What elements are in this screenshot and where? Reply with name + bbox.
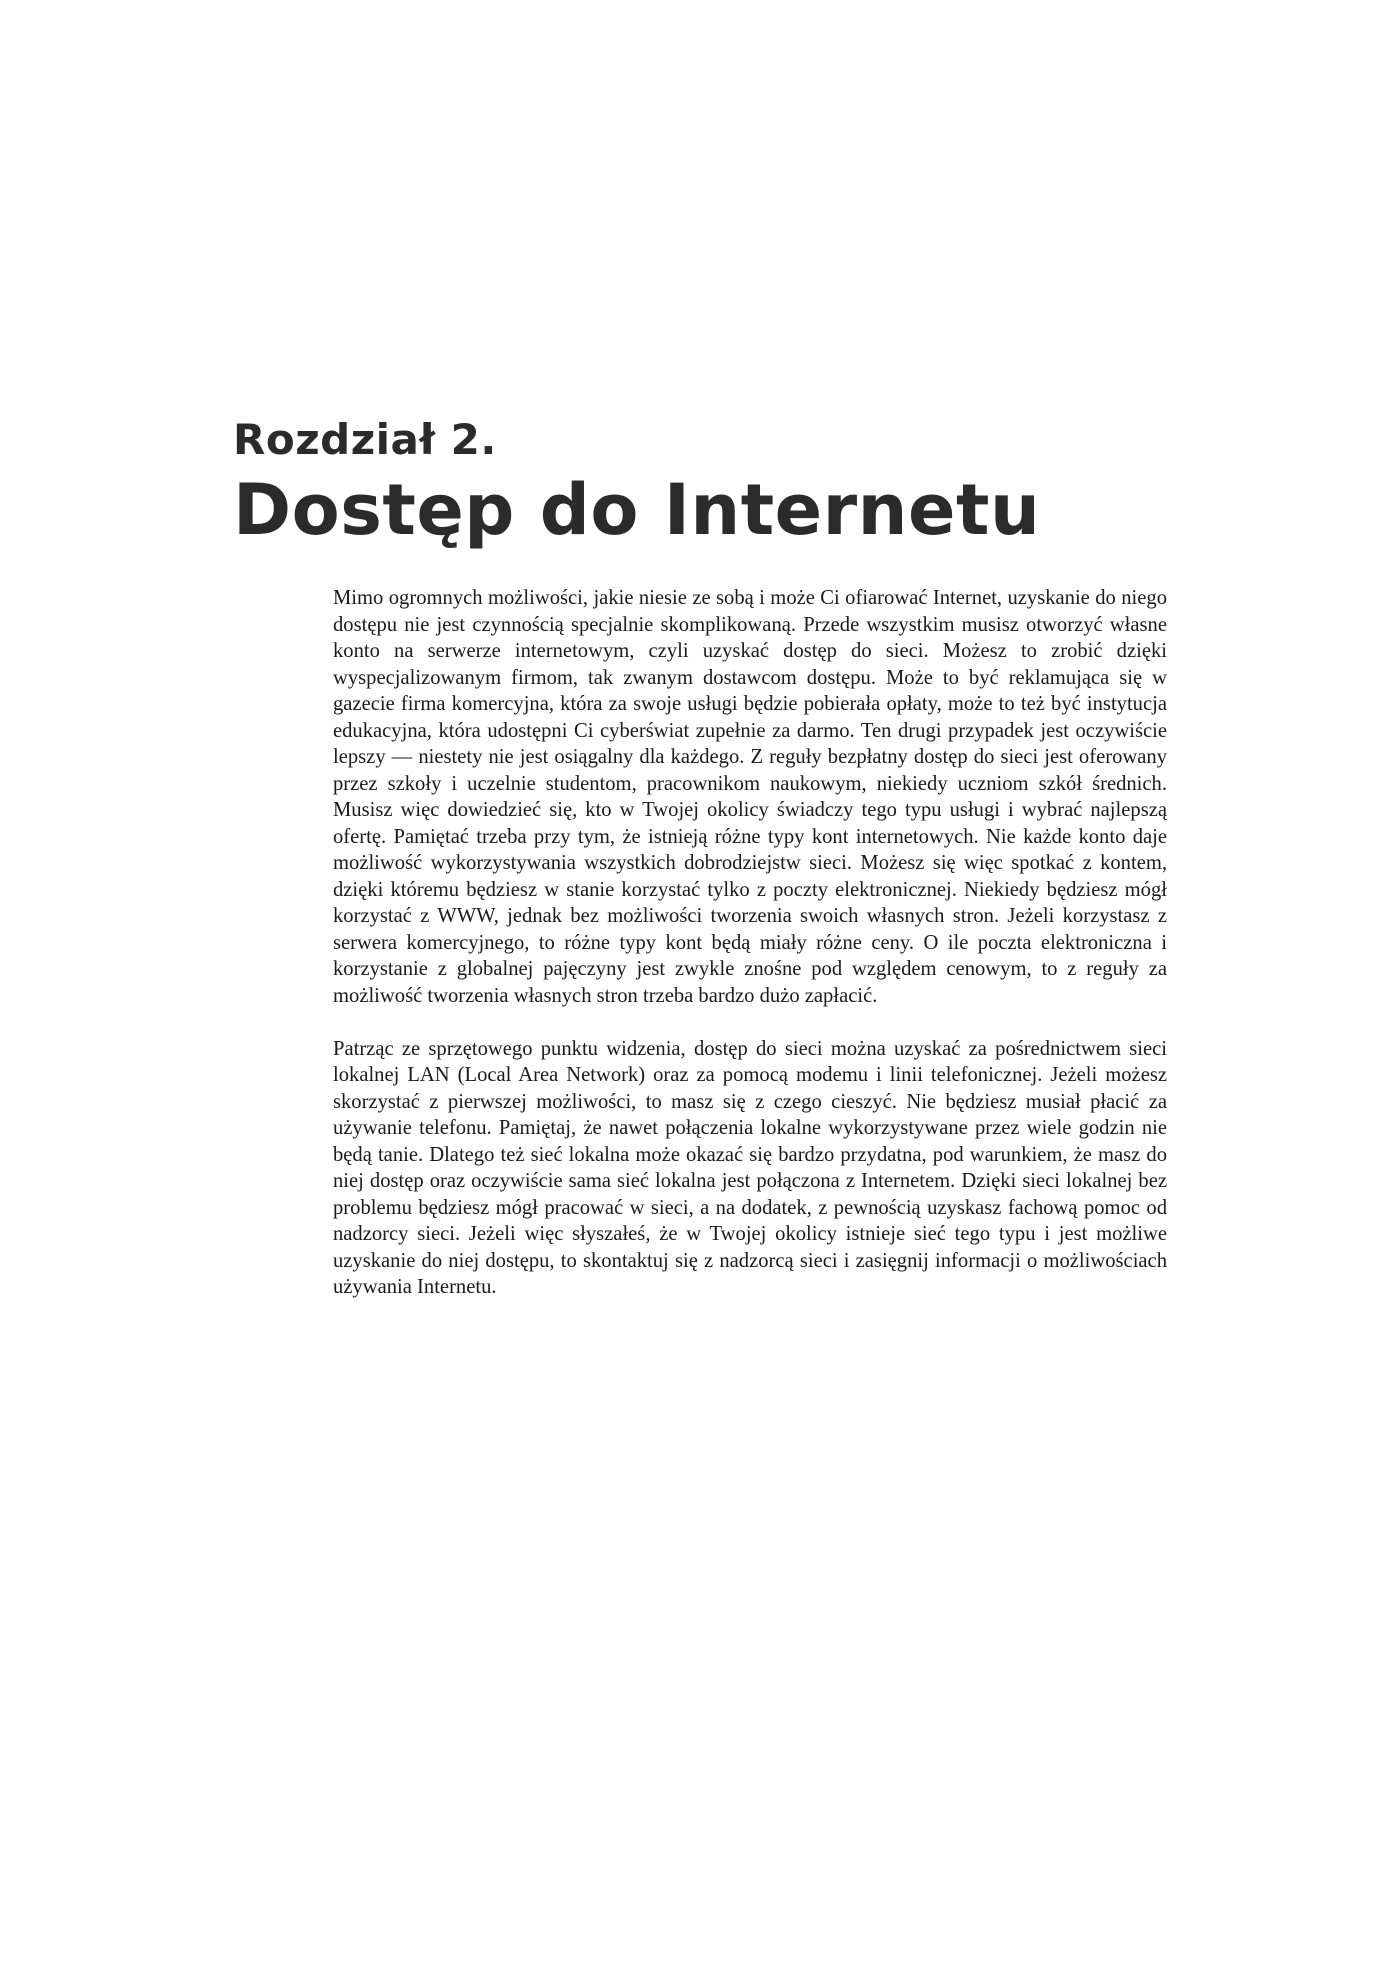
body-paragraph: Mimo ogromnych możliwości, jakie niesie ze sobą i może Ci ofiarować Internet, uzyskanie do niego dostępu nie jest czynnością specjalnie skomplikowaną. Przede wszystkim musisz otworzyć własne konto na serwerze internetowym, czyli uzyskać dostęp do sieci. Możesz to zrobić dzięki wyspecjalizowanym firmom, tak zwanym dostawcom dostępu. Może to być reklamująca się w gazecie firma komercyjna, która za swoje usługi będzie pobierała opłaty, może to też być instytucja edukacyjna, która udostępni Ci cyberświat zupełnie za darmo. Ten drugi przypadek jest oczywiście lepszy — niestety nie jest osiągalny dla każdego. Z reguły bezpłatny dostęp do sieci jest oferowany przez szkoły i uczelnie studentom, pracownikom naukowym, niekiedy uczniom szkół średnich. Musisz więc dowiedzieć się, kto w Twojej okolicy świadczy tego typu usługi i wybrać najlepszą ofertę. Pamiętać trzeba przy tym, że istnieją różne typy kont internetowych. Nie każde konto daje możliwość wykorzystywania wszystkich dobrodziejstw sieci. Możesz się więc spotkać z kontem, dzięki któremu będziesz w stanie korzystać tylko z poczty elektronicznej. Niekiedy będziesz mógł korzystać z WWW, jednak bez możliwości tworzenia swoich własnych stron. Jeżeli korzystasz z serwera komercyjnego, to różne typy kont będą miały różne ceny. O ile poczta elektroniczna i korzystanie z globalnej pajęczyny jest zwykle znośne pod względem cenowym, to z reguły za możliwość tworzenia własnych stron trzeba bardzo dużo zapłacić. [333,587,1167,1007]
body-paragraph: Patrząc ze sprzętowego punktu widzenia, dostęp do sieci można uzyskać za pośrednictwem sieci lokalnej LAN (Local Area Network) oraz za pomocą modemu i linii telefonicznej. Jeżeli możesz skorzystać z pierwszej możliwości, to masz się z czego cieszyć. Nie będziesz musiał płacić za używanie telefonu. Pamiętaj, że nawet połączenia lokalne wykorzystywane przez wiele godzin nie będą tanie. Dlatego też sieć lokalna może okazać się bardzo przydatna, pod warunkiem, że masz do niej dostęp oraz oczywiście sama sieć lokalna jest połączona z Internetem. Dzięki sieci lokalnej bez problemu będziesz mógł pracować w sieci, a na dodatek, z pewnością uzyskasz fachową pomoc od nadzorcy sieci. Jeżeli więc słyszałeś, że w Twojej okolicy istnieje sieć tego typu i jest możliwe uzyskanie do niej dostępu, to skontaktuj się z nadzorcą sieci i zasięgnij informacji o możliwościach używania Internetu. [333,1037,1167,1298]
chapter-label: Rozdział 2. [233,415,497,464]
chapter-body [333,585,1167,1301]
chapter-title: Dostęp do Internetu [233,469,1041,551]
